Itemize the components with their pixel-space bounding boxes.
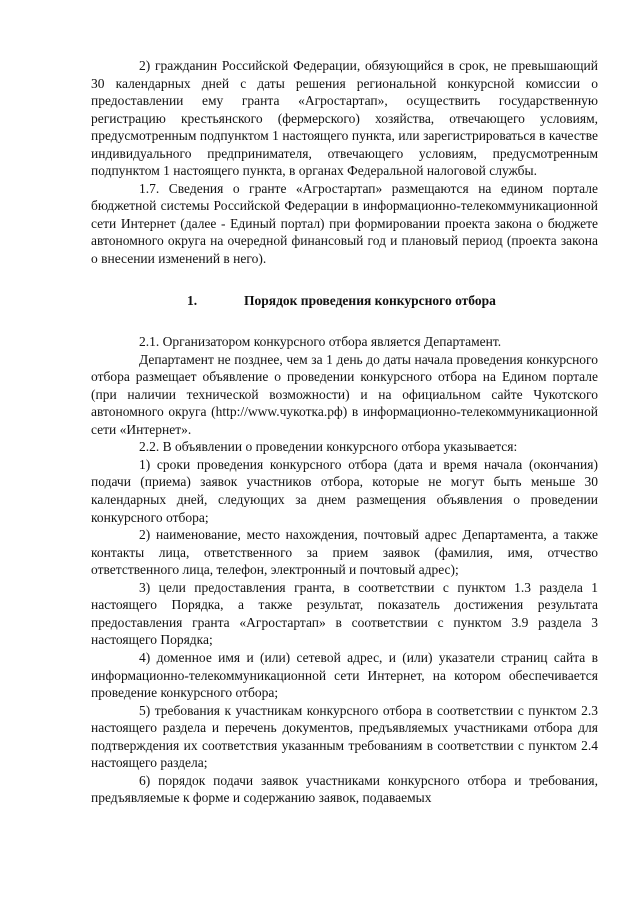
list-item-2-department-contacts: 2) наименование, место нахождения, почтовый адрес Департамента, а также контакты лица, ответственного за прием заявок (фамилия, имя, отчество ответственного лица, телефон, электронный и почтовый адрес); <box>91 527 598 578</box>
section-heading <box>91 292 598 310</box>
paragraph-2-2-announcement-contents: 2.2. В объявлении о проведении конкурсного отбора указывается: <box>139 439 518 455</box>
paragraph-1-7-grant-info: 1.7. Сведения о гранте «Агростартап» размещаются на едином портале бюджетной системы Российской Федерации в информационно-телекоммуникационной сети Интернет (далее - Единый портал) при формировании проекта закона о бюджете автономного округа на очередной финансовый год и плановый период (проекта закона о внесении изменений в него). <box>91 180 598 267</box>
paragraph-applicant-citizen: 2) гражданин Российской Федерации, обязующийся в срок, не превышающий 30 календарных дней с даты решения региональной конкурсной комиссии о предоставлении ему гранта «Агростартап», осуществить государственную регистрацию крестьянского (фермерского) хозяйства, отвечающего условиям, предусмотренным подпунктом 1 настоящего пункта, или зарегистрироваться в качестве индивидуального предпринимателя, отвечающего условиям, предусмотренным подпунктом 1 настоящего пункта, в органах Федеральной налоговой службы. <box>91 58 598 179</box>
section-title: Порядок проведения конкурсного отбора <box>244 292 496 308</box>
list-item-5-participant-requirements: 5) требования к участникам конкурсного отбора в соответствии с пунктом 2.3 настоящего раздела и перечень документов, предъявляемых участниками отбора для подтверждения их соответствия указанным требованиям в соответствии с пунктом 2.4 настоящего раздела; <box>91 702 598 771</box>
section-number: 1. <box>187 292 198 308</box>
list-item-4-domain-name: 4) доменное имя и (или) сетевой адрес, и (или) указатели страниц сайта в информационно-телекоммуникационной сети Интернет, на котором обеспечивается проведение конкурсного отбора; <box>91 649 598 701</box>
paragraph-2-1-organizer: 2.1. Организатором конкурсного отбора является Департамент. <box>139 334 502 350</box>
paragraph-announcement-placement: Департамент не позднее, чем за 1 день до даты начала проведения конкурсного отбора размещает объявление о проведении конкурсного отбора на Едином портале (при наличии технической возможности) и на официальном сайте Чукотского автономного округа (http://www.чукотка.рф) в информационно-телекоммуникационной сети «Интернет». <box>91 351 598 437</box>
list-item-3-grant-goals: 3) цели предоставления гранта, в соответствии с пунктом 1.3 раздела 1 настоящего Порядка, а также результат, показатель достижения результата предоставления гранта «Агростартап» в соответствии с пунктом 3.9 раздела 3 настоящего Порядка; <box>91 579 598 648</box>
list-item-1-deadlines: 1) сроки проведения конкурсного отбора (дата и время начала (окончания) подачи (приема) заявок участников отбора, которые не могут быть меньше 30 календарных дней, следующих за днем размещения объявления о проведении конкурсного отбора; <box>91 456 598 525</box>
list-item-6-application-procedure: 6) порядок подачи заявок участниками конкурсного отбора и требования, предъявляемые к форме и содержанию заявок, подаваемых <box>91 772 598 806</box>
